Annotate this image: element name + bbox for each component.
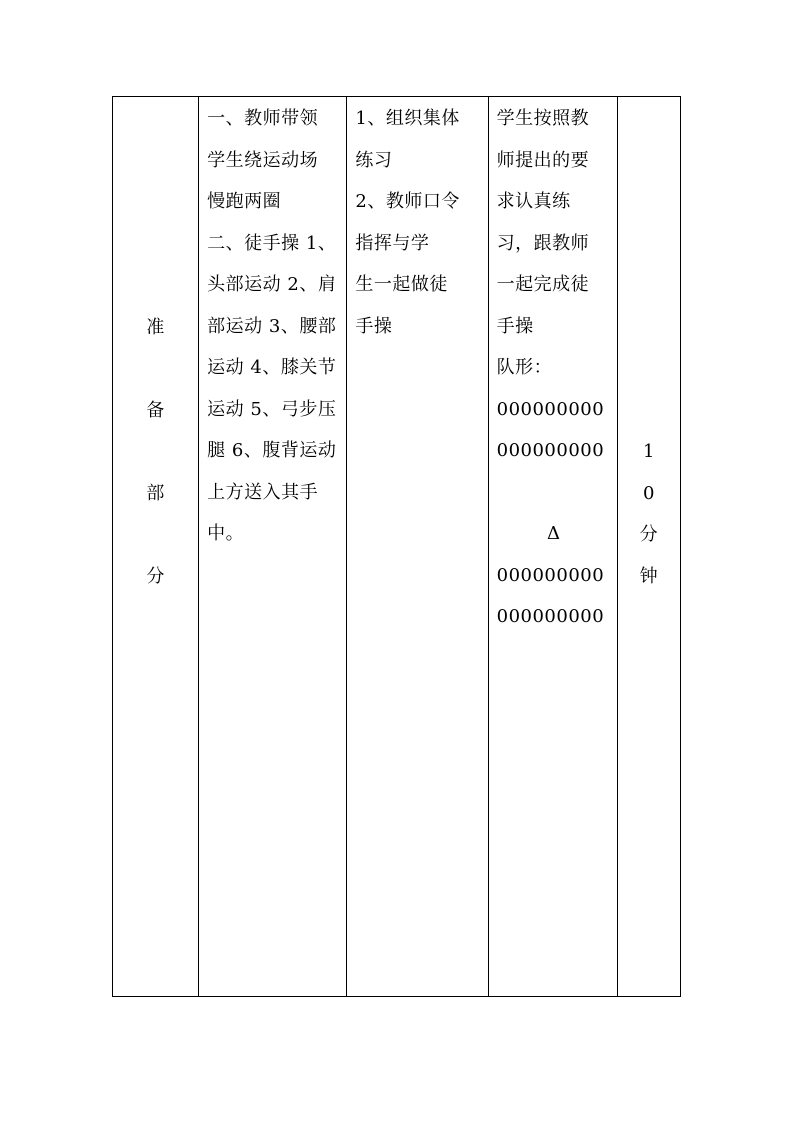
section-cell xyxy=(113,97,199,997)
formation-row: 000000000 xyxy=(496,564,605,586)
formation-blank xyxy=(497,472,611,514)
student-line: 求认真练 xyxy=(496,191,571,212)
section-char: 准 xyxy=(146,317,165,338)
content-line: 学生绕运动场 xyxy=(207,149,319,171)
method-line: 1、组织集体 xyxy=(355,108,460,129)
student-line: 学生按照教 xyxy=(496,108,590,129)
content-line: 上方送入其手 xyxy=(207,481,319,503)
content-cell xyxy=(199,97,347,997)
content-text xyxy=(199,97,346,555)
section-char: 分 xyxy=(146,566,165,587)
method-cell xyxy=(347,97,488,997)
formation-row: 000000000 xyxy=(496,398,605,420)
section-char: 备 xyxy=(146,400,165,421)
content-line: 部运动 3、腰部 xyxy=(207,315,337,337)
student-line: 师提出的要 xyxy=(496,149,590,171)
student-line: 习，跟教师 xyxy=(496,232,590,254)
student-cell xyxy=(488,97,617,997)
content-line: 腿 6、腹背运动 xyxy=(207,440,337,461)
method-line: 2、教师口令 xyxy=(355,191,460,212)
time-char: 0 xyxy=(642,482,655,504)
content-line: 一、教师带领 xyxy=(207,108,319,129)
section-char: 部 xyxy=(146,483,165,504)
table-row xyxy=(113,97,681,997)
formation-label: 队形： xyxy=(496,357,553,378)
method-line: 指挥与学 xyxy=(355,232,430,254)
time-char: 1 xyxy=(642,441,655,462)
formation-row: 000000000 xyxy=(496,440,605,461)
content-line: 中。 xyxy=(207,523,245,544)
lesson-plan-table xyxy=(112,96,681,997)
section-label xyxy=(113,307,198,639)
time-label xyxy=(618,431,680,597)
method-text xyxy=(347,97,487,347)
content-line: 头部运动 2、肩 xyxy=(207,274,337,295)
content-line: 二、徒手操 1、 xyxy=(207,232,337,254)
time-cell xyxy=(617,97,680,997)
content-line: 运动 4、膝关节 xyxy=(207,357,337,378)
student-line: 手操 xyxy=(496,315,534,337)
time-char: 钟 xyxy=(639,565,659,587)
time-char: 分 xyxy=(639,524,659,545)
student-text xyxy=(489,97,617,638)
method-line: 手操 xyxy=(355,315,393,337)
teacher-position-icon: Δ xyxy=(546,523,561,544)
method-line: 练习 xyxy=(355,149,393,171)
student-line: 一起完成徒 xyxy=(496,274,590,295)
formation-row: 000000000 xyxy=(496,606,605,627)
content-line: 运动 5、弓步压 xyxy=(207,398,337,420)
content-line: 慢跑两圈 xyxy=(207,191,282,212)
method-line: 生一起做徒 xyxy=(355,274,448,295)
